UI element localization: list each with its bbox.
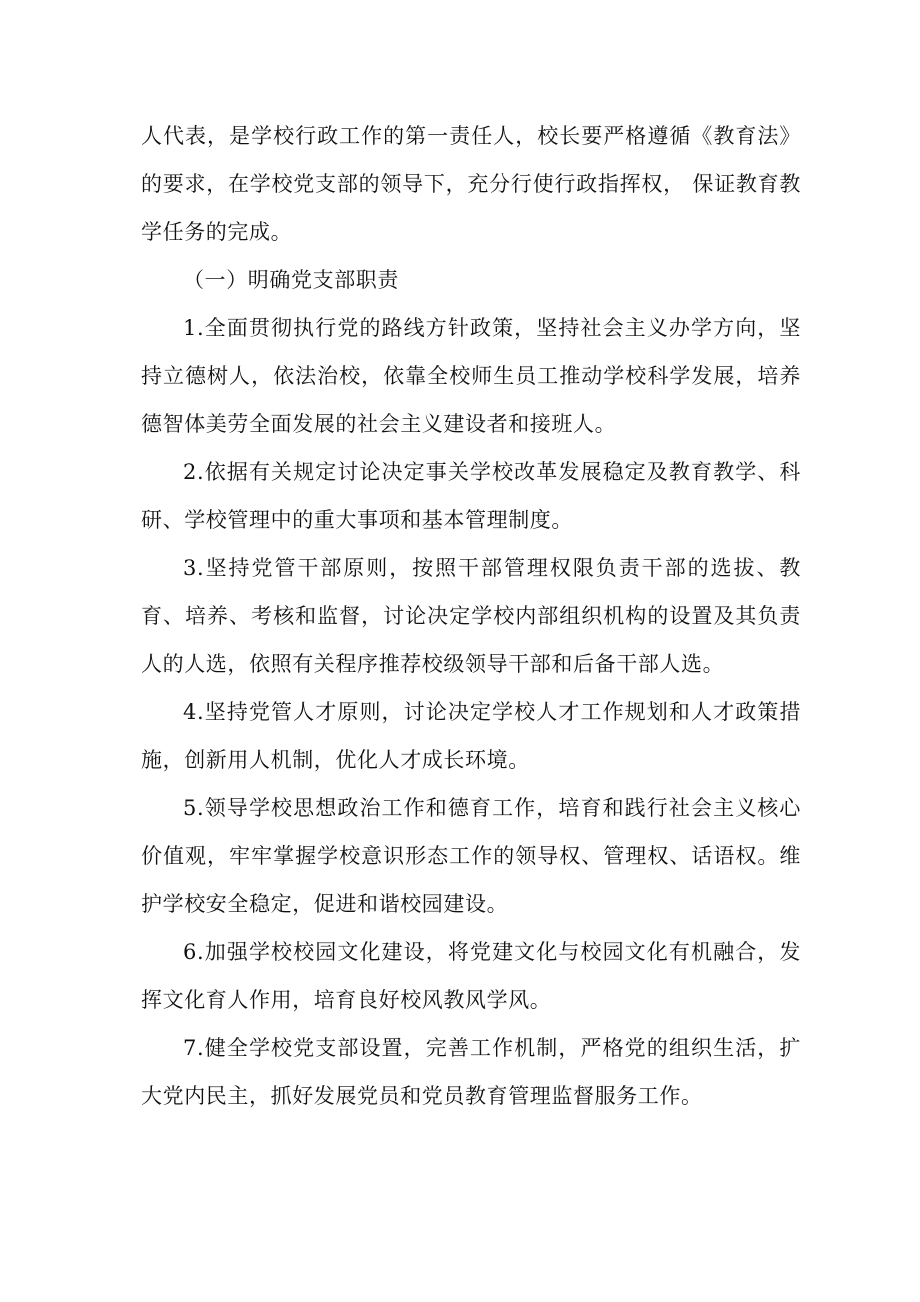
paragraph-item-2: 2.依据有关规定讨论决定事关学校改革发展稳定及教育教学、科研、学校管理中的重大事项和基本管理制度。	[141, 460, 801, 532]
section-heading: （一）明确党支部职责	[183, 268, 399, 292]
document-body	[141, 112, 801, 1120]
paragraph-item-4: 4.坚持党管人才原则，讨论决定学校人才工作规划和人才政策措施，创新用人机制，优化人才成长环境。	[141, 700, 801, 772]
paragraph-item-6: 6.加强学校校园文化建设，将党建文化与校园文化有机融合，发挥文化育人作用，培育良好校风教风学风。	[141, 940, 801, 1012]
paragraph-item-5: 5.领导学校思想政治工作和德育工作，培育和践行社会主义核心价值观，牢牢掌握学校意识形态工作的领导权、管理权、话语权。维护学校安全稳定，促进和谐校园建设。	[141, 796, 801, 916]
paragraph-item-3: 3.坚持党管干部原则，按照干部管理权限负责干部的选拔、教育、培养、考核和监督，讨论决定学校内部组织机构的设置及其负责人的人选，依照有关程序推荐校级领导干部和后备干部人选。	[141, 556, 801, 676]
paragraph-item-7: 7.健全学校党支部设置，完善工作机制，严格党的组织生活，扩大党内民主，抓好发展党员和党员教育管理监督服务工作。	[141, 1036, 801, 1108]
paragraph-continuation: 人代表，是学校行政工作的第一责任人，校长要严格遵循《教育法》的要求，在学校党支部的领导下，充分行使行政指挥权， 保证教育教学任务的完成。	[141, 124, 801, 244]
paragraph-item-1: 1.全面贯彻执行党的路线方针政策，坚持社会主义办学方向，坚持立德树人，依法治校，依靠全校师生员工推动学校科学发展，培养德智体美劳全面发展的社会主义建设者和接班人。	[141, 316, 801, 436]
